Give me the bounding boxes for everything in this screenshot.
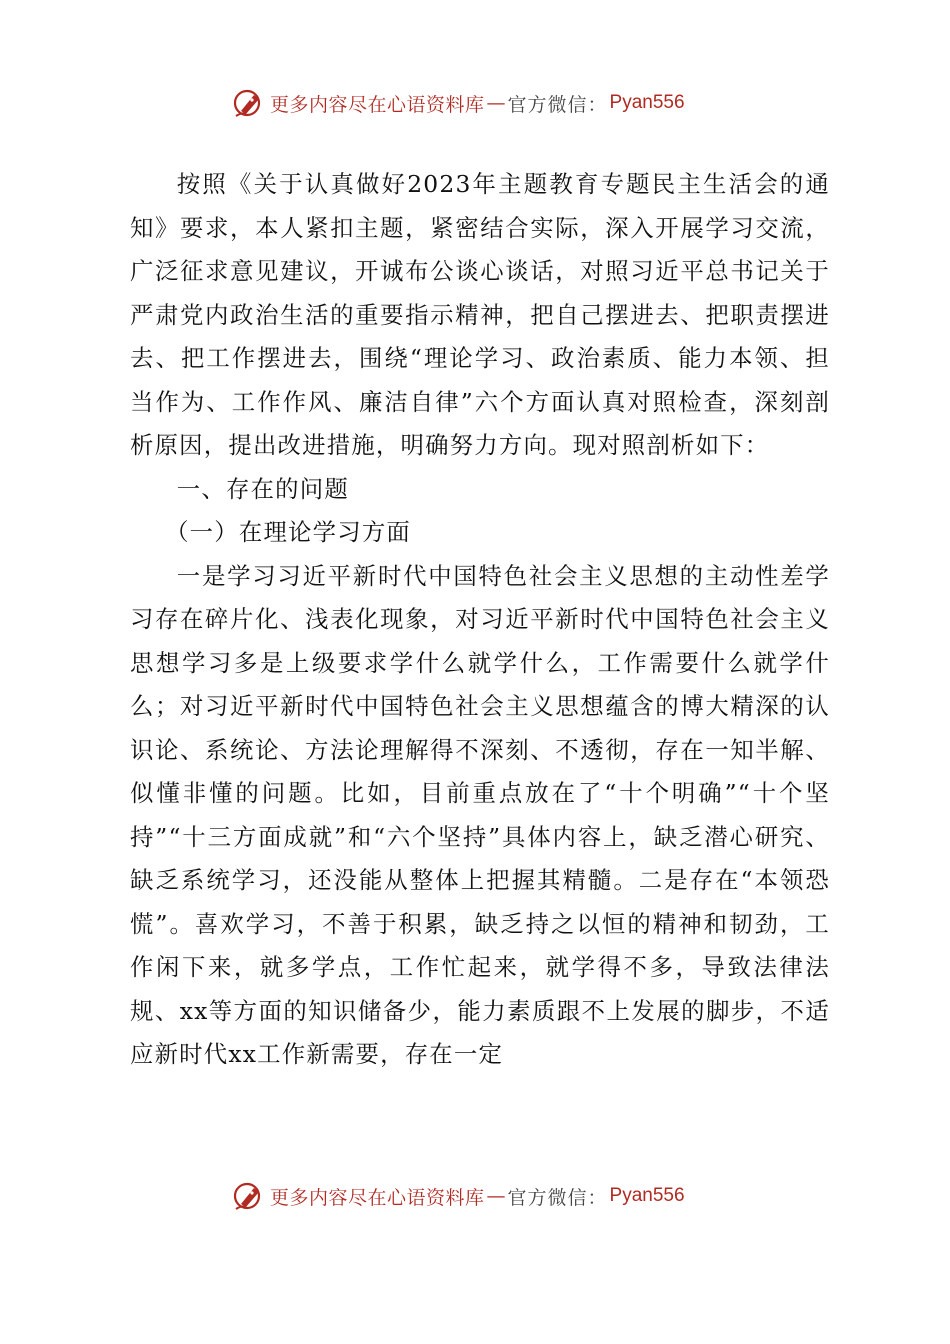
pen-nib-logo-icon	[232, 86, 266, 120]
paragraph-intro: 按照《关于认真做好2023年主题教育专题民主生活会的通知》要求，本人紧扣主题，紧密结合实际，深入开展学习交流，广泛征求意见建议，开诚布公谈心谈话，对照习近平总书记关于严肃党内政治生活的重要指示精神，把自己摆进去、把职责摆进去、把工作摆进去，围绕“理论学习、政治素质、能力本领、担当作为、工作作风、廉洁自律”六个方面认真对照检查，深刻剖析原因，提出改进措施，明确努力方向。现对照剖析如下：	[130, 170, 830, 459]
watermark-id: Pyan556	[609, 1185, 685, 1206]
watermark-brand: 更多内容尽在心语资料库	[270, 93, 485, 116]
subsection-heading: （一）在理论学习方面	[165, 518, 411, 546]
watermark-label: 官方微信：	[507, 1186, 608, 1209]
watermark-separator: —	[486, 1185, 506, 1207]
header-watermark	[232, 86, 685, 120]
watermark-separator: —	[486, 92, 506, 114]
document-body	[130, 163, 830, 1077]
watermark-brand: 更多内容尽在心语资料库	[270, 1186, 485, 1209]
watermark-id: Pyan556	[609, 92, 685, 113]
footer-watermark	[232, 1179, 685, 1213]
paragraph-theory-study: 一是学习习近平新时代中国特色社会主义思想的主动性差学习存在碎片化、浅表化现象，对习近平新时代中国特色社会主义思想学习多是上级要求学什么就学什么，工作需要什么就学什么；对习近平新时代中国特色社会主义思想蕴含的博大精深的认识论、系统论、方法论理解得不深刻、不透彻，存在一知半解、似懂非懂的问题。比如，目前重点放在了“十个明确”“十个坚持”“十三方面成就”和“六个坚持”具体内容上，缺乏潜心研究、缺乏系统学习，还没能从整体上把握其精髓。二是存在“本领恐慌”。喜欢学习，不善于积累，缺乏持之以恒的精神和韧劲，工作闲下来，就多学点，工作忙起来，就学得不多，导致法律法规、xx等方面的知识储备少，能力素质跟不上发展的脚步，不适应新时代xx工作新需要，存在一定	[130, 561, 830, 1068]
watermark-label: 官方微信：	[507, 93, 608, 116]
pen-nib-logo-icon	[232, 1179, 266, 1213]
section-heading: 一、存在的问题	[176, 474, 349, 503]
